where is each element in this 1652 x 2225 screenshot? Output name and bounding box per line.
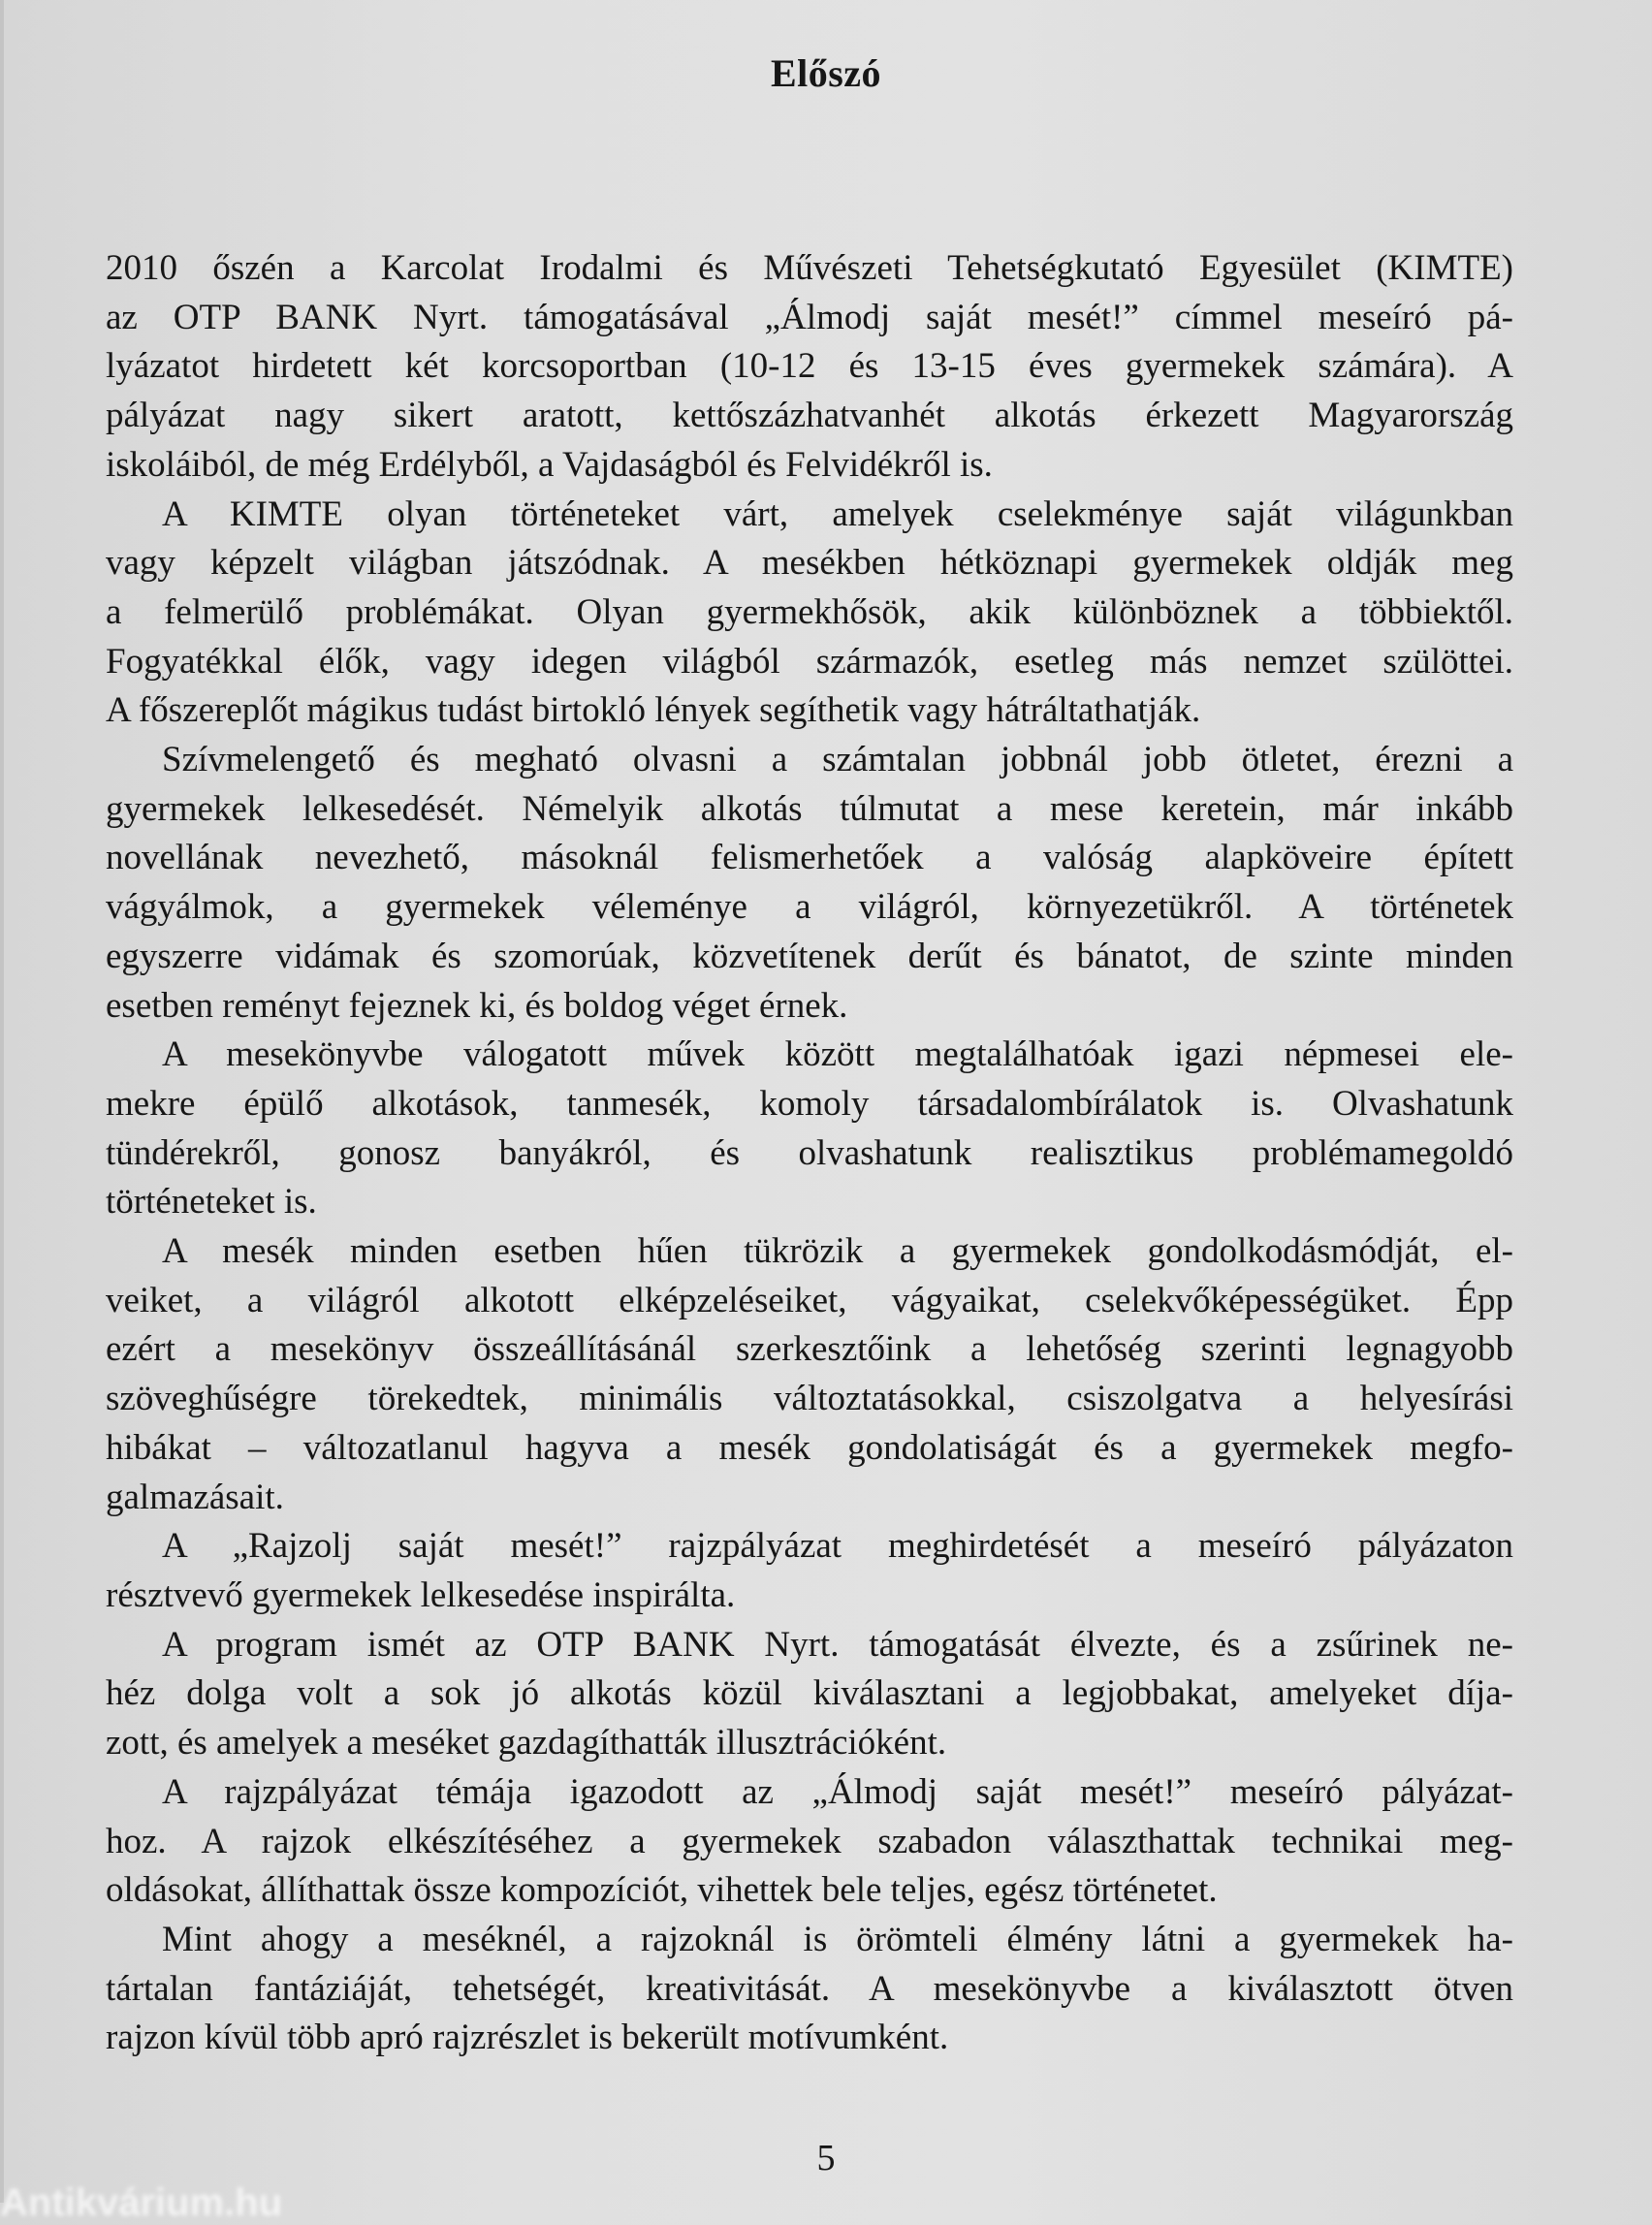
watermark: Antikvárium.hu <box>0 2181 283 2224</box>
text-line: a felmerülő problémákat. Olyan gyermekhősök, akik különböznek a többiektől. <box>106 591 1513 632</box>
page-edge <box>0 0 4 2203</box>
text-line: vagy képzelt világban játszódnak. A mesékben hétköznapi gyermekek oldják meg <box>106 543 1513 584</box>
text-line: zott, és amelyek a meséket gazdagíthatták illusztrációként. <box>106 1723 947 1764</box>
text-line: vágyálmok, a gyermekek véleménye a világról, környezetükről. A történetek <box>106 887 1513 928</box>
text-line: történeteket is. <box>106 1182 317 1223</box>
paragraph <box>106 1768 1513 1916</box>
text-line: A mesekönyvbe válogatott művek között megtalálhatóak igazi népmesei ele- <box>162 1034 1513 1075</box>
text-line: héz dolga volt a sok jó alkotás közül kiválasztani a legjobbakat, amelyeket díja- <box>106 1673 1513 1714</box>
text-line: Mint ahogy a meséknél, a rajzoknál is örömteli élmény látni a gyermekek ha- <box>162 1919 1513 1959</box>
text-line: egyszerre vidámak és szomorúak, közvetítenek derűt és bánatot, de szinte minden <box>106 936 1513 976</box>
text-line: novellának nevezhető, másoknál felismerhetőek a valóság alapköveire épített <box>106 838 1513 878</box>
document-body <box>106 244 1513 2063</box>
text-line: A program ismét az OTP BANK Nyrt. támogatását élvezte, és a zsűrinek ne- <box>162 1624 1513 1665</box>
paragraph <box>106 1621 1513 1768</box>
text-line: tündérekről, gonosz banyákról, és olvashatunk realisztikus problémamegoldó <box>106 1132 1513 1173</box>
page-title: Előszó <box>770 51 882 95</box>
text-line: résztvevő gyermekek lelkesedése inspirálta. <box>106 1574 736 1615</box>
text-line: A mesék minden esetben hűen tükrözik a gyermekek gondolkodásmódját, el- <box>162 1231 1513 1272</box>
text-line: gyermekek lelkesedését. Némelyik alkotás túlmutat a mese keretein, már inkább <box>106 788 1513 829</box>
text-line: iskoláiból, de még Erdélyből, a Vajdaságból és Felvidékről is. <box>106 444 993 485</box>
paragraph <box>106 736 1513 1031</box>
text-line: Szívmelengető és megható olvasni a számtalan jobbnál jobb ötletet, érezni a <box>162 740 1513 780</box>
text-line: lyázatot hirdetett két korcsoportban (10-12 és 13-15 éves gyermekek számára). A <box>106 346 1513 387</box>
text-line: oldásokat, állíthattak össze kompozíciót, vihettek bele teljes, egész történetet. <box>106 1870 1218 1911</box>
text-line: ezért a mesekönyv összeállításánál szerkesztőink a lehetőség szerinti legnagyobb <box>106 1329 1513 1370</box>
text-line: A „Rajzolj saját mesét!” rajzpályázat meghirdetését a meseíró pályázaton <box>162 1526 1513 1567</box>
paragraph <box>106 491 1513 737</box>
paragraph <box>106 244 1513 491</box>
paragraph <box>106 1522 1513 1620</box>
paragraph <box>106 1227 1513 1522</box>
text-line: rajzon kívül több apró rajzrészlet is bekerült motívumként. <box>106 2018 949 2058</box>
text-line: 2010 őszén a Karcolat Irodalmi és Művészeti Tehetségkutató Egyesület (KIMTE) <box>106 248 1513 288</box>
text-line: hibákat – változatlanul hagyva a mesék gondolatiságát és a gyermekek megfo- <box>106 1427 1513 1468</box>
text-line: pályázat nagy sikert aratott, kettőszázhatvanhét alkotás érkezett Magyarország <box>106 396 1513 436</box>
page-number: 5 <box>816 2138 836 2178</box>
text-line: tártalan fantáziáját, tehetségét, kreativitását. A mesekönyvbe a kiválasztott ötven <box>106 1968 1513 2009</box>
text-line: mekre épülő alkotások, tanmesék, komoly társadalombírálatok is. Olvashatunk <box>106 1083 1513 1124</box>
text-line: esetben reményt fejeznek ki, és boldog véget érnek. <box>106 985 848 1026</box>
paragraph <box>106 1031 1513 1227</box>
paragraph <box>106 1916 1513 2063</box>
text-line: galmazásait. <box>106 1477 284 1517</box>
text-line: hoz. A rajzok elkészítéséhez a gyermekek szabadon választhattak technikai meg- <box>106 1821 1513 1861</box>
text-line: A rajzpályázat témája igazodott az „Álmodj saját mesét!” meseíró pályázat- <box>162 1771 1513 1812</box>
text-line: veiket, a világról alkotott elképzeléseiket, vágyaikat, cselekvőképességüket. Épp <box>106 1280 1513 1320</box>
text-line: A KIMTE olyan történeteket várt, amelyek cselekménye saját világunkban <box>162 493 1513 534</box>
text-line: A főszereplőt mágikus tudást birtokló lények segíthetik vagy hátráltathatják. <box>106 690 1201 731</box>
text-line: az OTP BANK Nyrt. támogatásával „Álmodj saját mesét!” címmel meseíró pá- <box>106 297 1513 337</box>
text-line: Fogyatékkal élők, vagy idegen világból származók, esetleg más nemzet szülöttei. <box>106 641 1513 682</box>
text-line: szöveghűségre törekedtek, minimális változtatásokkal, csiszolgatva a helyesírási <box>106 1379 1513 1419</box>
